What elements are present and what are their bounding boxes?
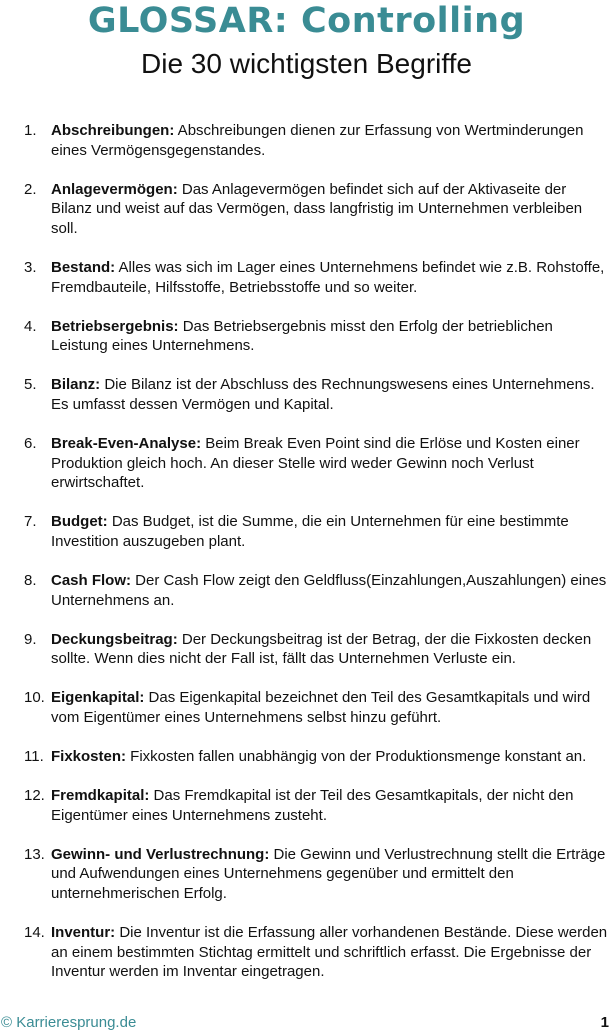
entry-term: Gewinn- und Verlustrechnung:	[51, 845, 270, 863]
glossary-entry	[0, 375, 613, 414]
entry-definition: Das Anlagevermögen befindet sich auf der Aktivaseite der Bilanz und weist auf das Vermögen, dass langfristig im Unternehmen verbleiben soll.	[51, 180, 583, 238]
glossary-entry	[0, 786, 613, 825]
entry-number: 2.	[24, 180, 37, 198]
entry-term: Fremdkapital:	[51, 786, 150, 804]
entry-definition: Das Betriebsergebnis misst den Erfolg der betrieblichen Leistung eines Unternehmens.	[51, 317, 553, 355]
entry-definition: Das Fremdkapital ist der Teil des Gesamtkapitals, der nicht den Eigentümer eines Unternehmens zusteht.	[51, 786, 574, 824]
page-number: 1	[600, 1014, 609, 1031]
glossary-entry	[0, 121, 613, 160]
entry-term: Budget:	[51, 513, 108, 531]
entry-term: Eigenkapital:	[51, 689, 145, 707]
entry-term: Inventur:	[51, 923, 116, 941]
page-title: GLOSSAR: Controlling	[87, 1, 526, 41]
entry-definition: Abschreibungen dienen zur Erfassung von Wertminderungen eines Vermögensgegenstandes.	[51, 122, 584, 159]
glossary-entry	[0, 317, 613, 356]
entry-number: 11.	[24, 747, 44, 765]
entry-number: 14.	[24, 923, 45, 941]
entry-term: Break-Even-Analyse:	[51, 434, 202, 452]
entry-definition: Der Cash Flow zeigt den Geldfluss(Einzahlungen,Auszahlungen) eines Unternehmens an.	[51, 572, 607, 609]
glossary-entry	[0, 747, 613, 767]
entry-number: 10.	[24, 689, 45, 707]
entry-term: Anlagevermögen:	[51, 180, 178, 198]
entry-number: 8.	[24, 572, 37, 589]
glossary-entry	[0, 845, 613, 904]
entry-term: Fixkosten:	[51, 747, 127, 765]
entry-term: Deckungsbeitrag:	[51, 630, 178, 648]
glossary-entry	[0, 688, 613, 727]
glossary-entry	[0, 180, 613, 239]
glossary-entry	[0, 923, 613, 982]
entry-number: 9.	[24, 630, 37, 648]
glossary-entry	[0, 571, 613, 610]
glossary-entry	[0, 512, 613, 551]
entry-definition: Fixkosten fallen unabhängig von der Produktionsmenge konstant an.	[126, 747, 587, 765]
entry-definition: Das Eigenkapital bezeichnet den Teil des Gesamtkapitals und wird vom Eigentümer eines Unternehmens selbst hinzu geführt.	[51, 689, 591, 727]
entry-term: Cash Flow:	[51, 572, 132, 589]
entry-number: 13.	[24, 845, 45, 863]
entry-number: 5.	[24, 376, 37, 394]
entry-term: Abschreibungen:	[51, 122, 175, 139]
entry-definition: Das Budget, ist die Summe, die ein Unternehmen für eine bestimmte Investition auszugeben plant.	[51, 513, 569, 551]
entry-number: 1.	[24, 122, 37, 139]
entry-term: Bestand:	[51, 259, 116, 277]
entry-definition: Die Gewinn und Verlustrechnung stellt die Erträge und Aufwendungen eines Unternehmens gegenüber und ermittelt den unternehmerischen Erfolg.	[51, 845, 606, 902]
page-subtitle: Die 30 wichtigsten Begriffe	[141, 48, 472, 79]
glossary-entry	[0, 630, 613, 669]
entry-definition: Die Bilanz ist der Abschluss des Rechnungswesens eines Unternehmens. Es umfasst dessen Vermögen und Kapital.	[51, 376, 595, 414]
entry-number: 7.	[24, 513, 37, 531]
entry-term: Bilanz:	[51, 376, 101, 394]
footer-source: © Karrieresprung.de	[1, 1014, 137, 1031]
glossary-entry	[0, 258, 613, 297]
entry-definition: Die Inventur ist die Erfassung aller vorhandenen Bestände. Diese werden an einem bestimmten Stichtag ermittelt und schriftlich erfasst. Die Ergebnisse der Inventur werden im Inventar eingetragen.	[51, 923, 608, 981]
entry-number: 12.	[24, 786, 45, 804]
glossary-entry	[0, 434, 613, 493]
glossary-list	[0, 121, 613, 1001]
entry-term: Betriebsergebnis:	[51, 317, 179, 335]
entry-number: 6.	[24, 434, 37, 452]
entry-definition: Beim Break Even Point sind die Erlöse und Kosten einer Produktion gleich hoch. An dieser Stelle wird weder Gewinn noch Verlust erwirtschaftet.	[51, 434, 580, 492]
entry-number: 4.	[24, 317, 37, 335]
entry-definition: Alles was sich im Lager eines Unternehmens befindet wie z.B. Rohstoffe, Fremdbauteile, Hilfsstoffe, Betriebsstoffe und so weiter.	[51, 259, 605, 296]
entry-definition: Der Deckungsbeitrag ist der Betrag, der die Fixkosten decken sollte. Wenn dies nicht der Fall ist, fällt das Unternehmen Verluste ein.	[51, 630, 592, 668]
entry-number: 3.	[24, 259, 37, 277]
